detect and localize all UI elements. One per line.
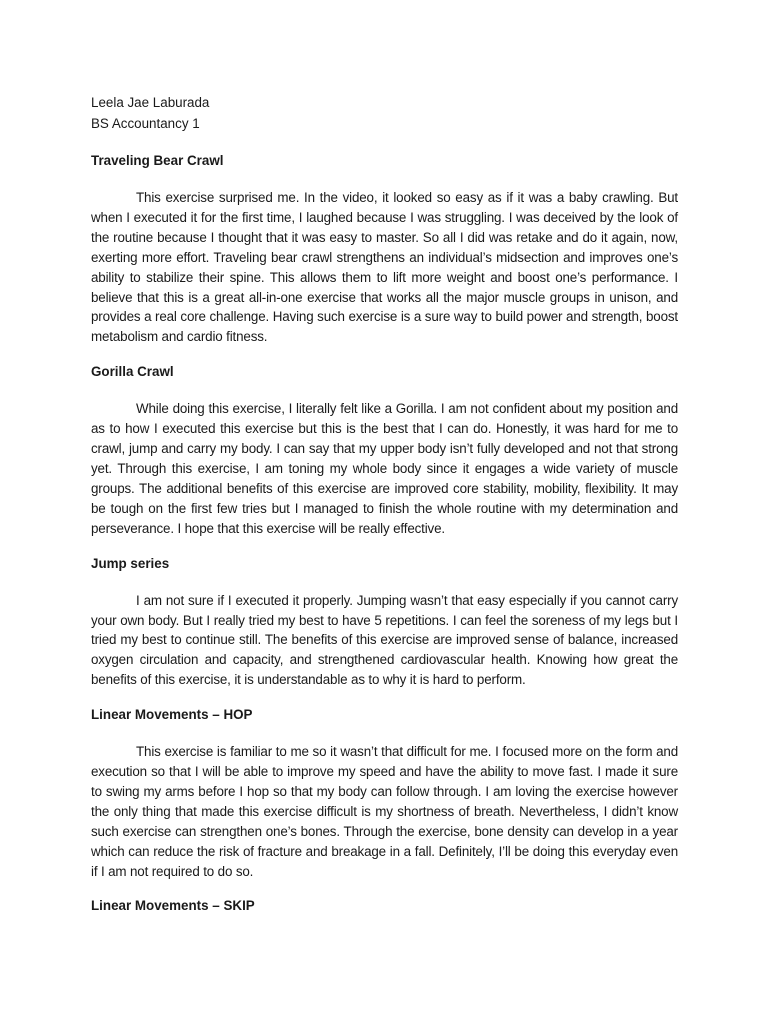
section-body-jump-series: I am not sure if I executed it properly. Jumping wasn’t that easy especially if you cannot carry your own body. But I really tried my best to have 5 repetitions. I can feel the soreness of my legs but I tried my best to continue still. The benefits of this exercise are improved sense of balance, increased oxygen circulation and capacity, and strengthened cardiovascular health. Knowing how great the benefits of this exercise, it is understandable as to why it is hard to perform. [91, 592, 678, 688]
author-name: Leela Jae Laburada [91, 95, 210, 110]
author-course: BS Accountancy 1 [91, 116, 200, 131]
section-heading-linear-skip: Linear Movements – SKIP [91, 898, 255, 914]
spacer [91, 134, 678, 151]
section-heading-gorilla-crawl: Gorilla Crawl [91, 364, 174, 380]
section-heading-jump-series: Jump series [91, 555, 170, 571]
section-heading-traveling-bear-crawl: Traveling Bear Crawl [91, 153, 224, 168]
section-body-gorilla-crawl: While doing this exercise, I literally felt like a Gorilla. I am not confident about my position and as to how I executed this exercise but this is the best that I can do. Honestly, it was hard for me to crawl, jump and carry my body. I can say that my upper body isn’t fully developed and not that strong yet. Through this exercise, I am toning my whole body since it engages a wide variety of muscle groups. The additional benefits of this exercise are improved core stability, mobility, flexibility. It may be tough on the first few tries but I managed to finish the whole routine with my determination and perseverance. I hope that this exercise will be really effective. [91, 401, 678, 536]
section-body-traveling-bear-crawl: This exercise surprised me. In the video, it looked so easy as if it was a baby crawling. But when I executed it for the first time, I laughed because I was struggling. I was deceived by the look of the routine because I thought that it was easy to master. So all I did was retake and do it again, now, exerting more effort. Traveling bear crawl strengthens an individual’s midsection and improves one’s ability to stabilize their spine. This allows them to lift more weight and boost one’s performance. I believe that this is a great all-in-one exercise that works all the major muscle groups in unison, and provides a real core challenge. Having such exercise is a sure way to build power and strength, boost metabolism and cardio fitness. [91, 190, 678, 345]
section-heading-linear-hop: Linear Movements – HOP [91, 707, 253, 723]
section-body-linear-hop: This exercise is familiar to me so it wasn’t that difficult for me. I focused more on the form and execution so that I will be able to improve my speed and have the ability to move fast. I made it sure to swing my arms before I hop so that my body can follow through. I am loving the exercise however the only thing that made this exercise difficult is my shortness of breath. Nevertheless, I didn’t know such exercise can strengthen one’s bones. Through the exercise, bone density can develop in a year which can reduce the risk of fracture and breakage in a fall. Definitely, I’ll be doing this everyday even if I am not required to do so. [91, 744, 678, 879]
